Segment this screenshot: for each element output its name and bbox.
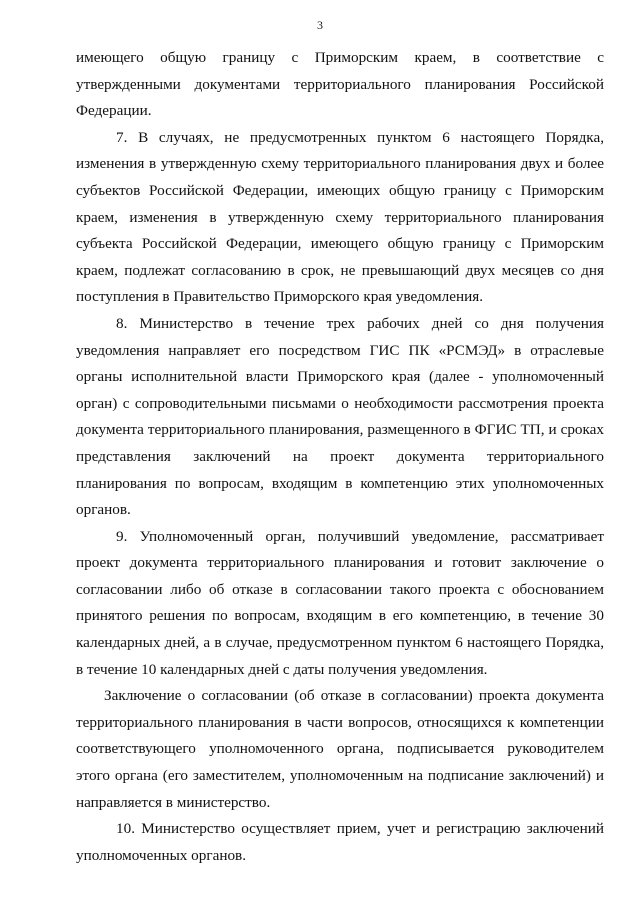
paragraph-conclusion: Заключение о согласовании (об отказе в согласовании) проекта документа территориального планирования в части вопросов, относящихся к компетенции соответствующего уполномоченного органа, подписывается руководителем этого органа (его заместителем, уполномоченным на подписание заключений) и направляется в министерство. [76, 687, 604, 811]
paragraph-item-9: 9. Уполномоченный орган, получивший уведомление, рассматривает проект документа территориального планирования и готовит заключение о согласовании либо об отказе в согласовании такого проекта с обоснованием принятого решения по вопросам, входящим в его компетенцию, в течение 30 календарных дней, а в случае, предусмотренном пунктом 6 настоящего Порядка, в течение 10 календарных дней с даты получения уведомления. [76, 527, 604, 678]
paragraph-item-7: 7. В случаях, не предусмотренных пунктом 6 настоящего Порядка, изменения в утвержденную схему территориального планирования двух и более субъектов Российской Федерации, имеющих общую границу с Приморским краем, изменения в утвержденную схему территориального планирования субъекта Российской Федерации, имеющего общую границу с Приморским краем, подлежат согласованию в срок, не превышающий двух месяцев со дня поступления в Правительство Приморского края уведомления. [76, 128, 604, 306]
paragraph-continuation: имеющего общую границу с Приморским краем, в соответствие с утвержденными документами территориального планирования Российской Федерации. [76, 49, 604, 120]
document-body [76, 45, 604, 869]
page-number: 3 [317, 18, 323, 32]
paragraph-item-10: 10. Министерство осуществляет прием, учет и регистрацию заключений уполномоченных органов. [76, 820, 604, 864]
paragraph-item-8: 8. Министерство в течение трех рабочих дней со дня получения уведомления направляет его посредством ГИС ПК «РСМЭД» в отраслевые органы исполнительной власти Приморского края (далее - уполномоченный орган) с сопроводительными письмами о необходимости рассмотрения проекта документа территориального планирования, размещенного в ФГИС ТП, и сроках представления заключений на проект документа территориального планирования по вопросам, входящим в компетенцию этих уполномоченных органов. [76, 314, 604, 519]
